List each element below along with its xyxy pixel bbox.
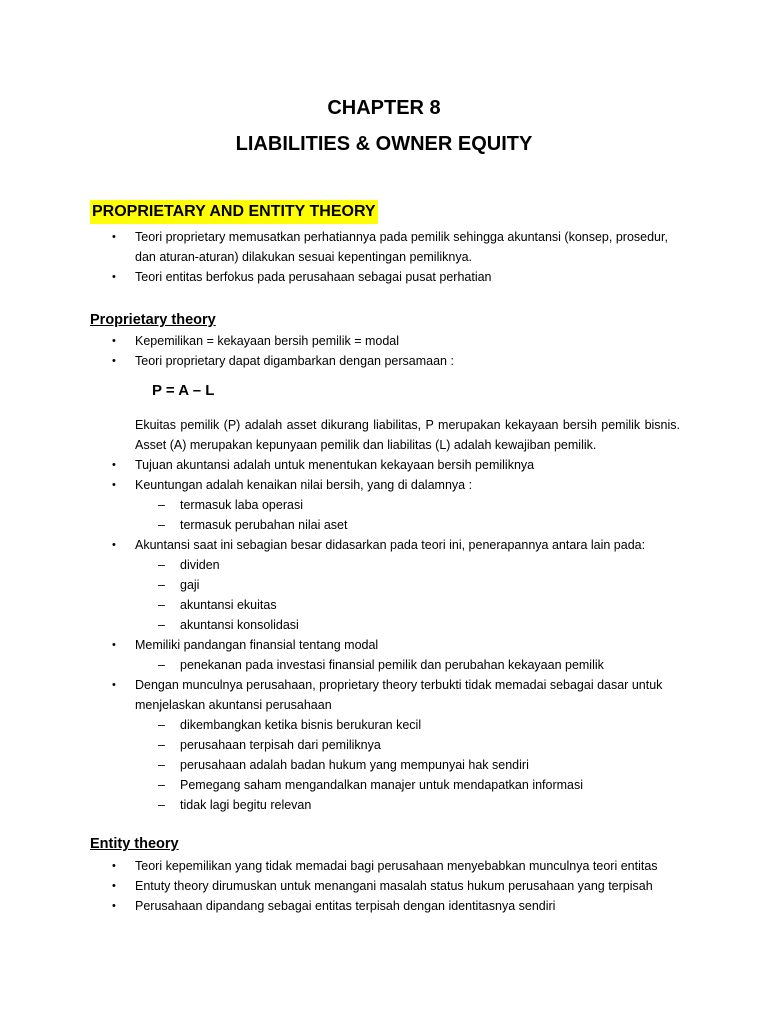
list-item: • Keuntungan adalah kenaikan nilai bersih, yang di dalamnya : bbox=[135, 475, 685, 495]
sub-list-item: – gaji bbox=[180, 575, 680, 595]
list-item: • Teori kepemilikan yang tidak memadai bagi perusahaan menyebabkan munculnya teori entitas bbox=[135, 856, 685, 876]
list-item: • Akuntansi saat ini sebagian besar didasarkan pada teori ini, penerapannya antara lain pada: bbox=[135, 535, 685, 555]
entity-theory-heading: Entity theory bbox=[90, 836, 179, 852]
chapter-number: CHAPTER 8 bbox=[327, 97, 441, 119]
entity-bullet-list bbox=[0, 856, 768, 916]
sub-list-item: – dikembangkan ketika bisnis berukuran kecil bbox=[180, 715, 680, 735]
sub-list-item: – termasuk laba operasi bbox=[180, 495, 680, 515]
sub-list-item: – perusahaan terpisah dari pemiliknya bbox=[180, 735, 680, 755]
list-item: • Teori proprietary memusatkan perhatiannya pada pemilik sehingga akuntansi (konsep, prosedur, dan aturan-aturan) dilakukan sesuai kepentingan pemiliknya. bbox=[135, 227, 685, 267]
list-item: • Memiliki pandangan finansial tentang modal bbox=[135, 635, 685, 655]
sub-list-item: – penekanan pada investasi finansial pemilik dan perubahan kekayaan pemilik bbox=[180, 655, 680, 675]
list-item: • Dengan munculnya perusahaan, proprietary theory terbukti tidak memadai sebagai dasar untuk menjelaskan akuntansi perusahaan bbox=[135, 675, 685, 715]
list-item: • Teori proprietary dapat digambarkan dengan persamaan : bbox=[135, 351, 685, 371]
list-item: • Teori entitas berfokus pada perusahaan sebagai pusat perhatian bbox=[135, 267, 685, 287]
list-item: • Kepemilikan = kekayaan bersih pemilik = modal bbox=[135, 331, 685, 351]
sub-list-item: – perusahaan adalah badan hukum yang mempunyai hak sendiri bbox=[180, 755, 680, 775]
sub-list-item: – akuntansi ekuitas bbox=[180, 595, 680, 615]
intro-bullet-list bbox=[0, 227, 768, 287]
sub-list-item: – Pemegang saham mengandalkan manajer untuk mendapatkan informasi bbox=[180, 775, 680, 795]
sub-list-item: – termasuk perubahan nilai aset bbox=[180, 515, 680, 535]
list-item: • Entuty theory dirumuskan untuk menangani masalah status hukum perusahaan yang terpisah bbox=[135, 876, 685, 896]
equation: P = A – L bbox=[152, 382, 215, 399]
chapter-title: LIABILITIES & OWNER EQUITY bbox=[235, 133, 533, 155]
section-heading-highlighted: PROPRIETARY AND ENTITY THEORY bbox=[90, 200, 378, 224]
list-item: • Perusahaan dipandang sebagai entitas terpisah dengan identitasnya sendiri bbox=[135, 896, 685, 916]
sub-list-item: – akuntansi konsolidasi bbox=[180, 615, 680, 635]
equation-explanation: Ekuitas pemilik (P) adalah asset dikurang liabilitas, P merupakan kekayaan bersih pemilik bisnis. Asset (A) merupakan kepunyaan pemilik dan liabilitas (L) adalah kewajiban pemilik. bbox=[135, 418, 680, 452]
proprietary-theory-heading: Proprietary theory bbox=[90, 312, 216, 328]
sub-list-item: – dividen bbox=[180, 555, 680, 575]
list-item: • Tujuan akuntansi adalah untuk menentukan kekayaan bersih pemiliknya bbox=[135, 455, 685, 475]
sub-list-item: – tidak lagi begitu relevan bbox=[180, 795, 680, 815]
proprietary-bullet-list bbox=[0, 331, 768, 815]
